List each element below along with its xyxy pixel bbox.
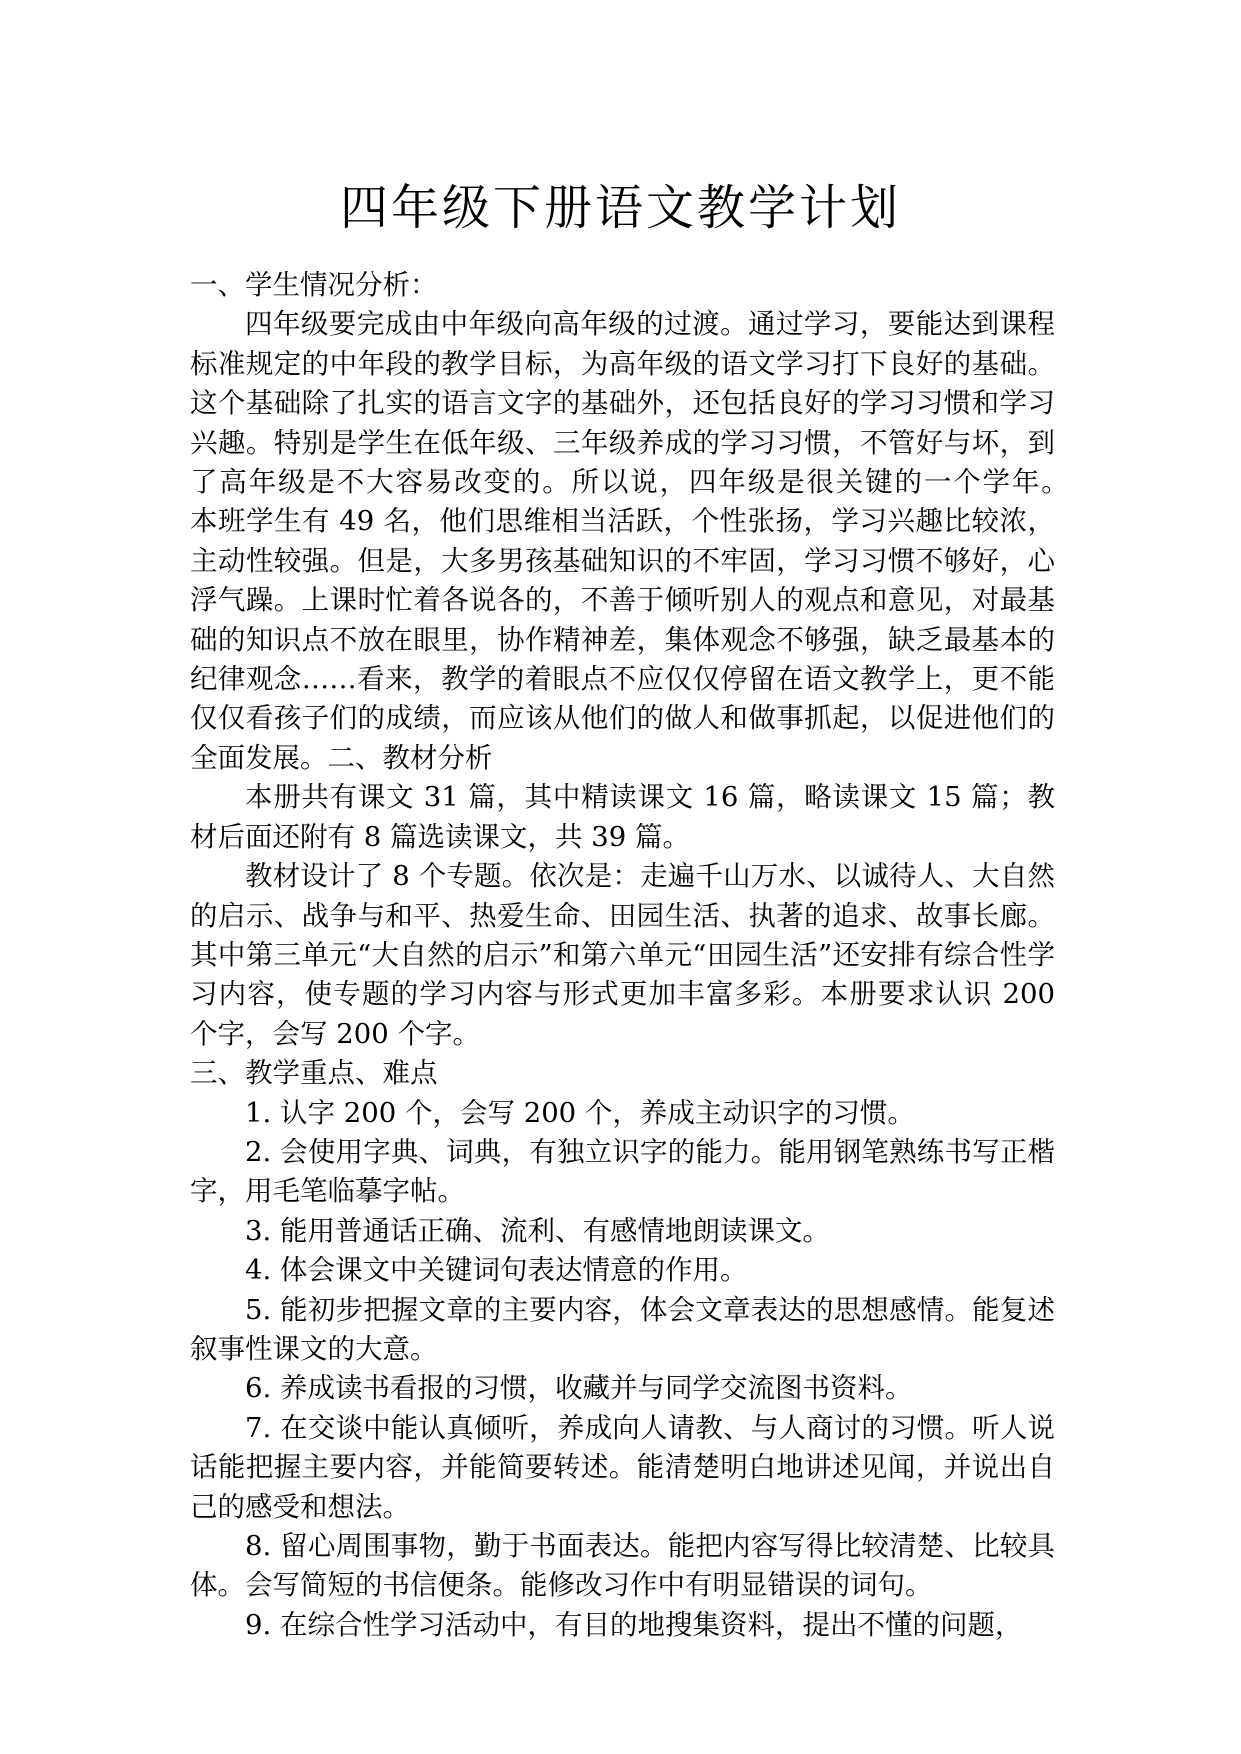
list-item: 5. 能初步把握文章的主要内容，体会文章表达的思想感情。能复述叙事性课文的大意。 bbox=[190, 1293, 1055, 1365]
paragraph-student-analysis bbox=[190, 305, 1110, 778]
section-heading-student-analysis: 一、学生情况分析： bbox=[190, 269, 438, 301]
list-item: 7. 在交谈中能认真倾听，养成向人请教、与人商讨的习惯。听人说话能把握主要内容，并能简要转述。能清楚明白地讲述见闻，并说出自己的感受和想法。 bbox=[190, 1411, 1055, 1523]
document-body bbox=[190, 266, 1110, 1645]
page-title: 四年级下册语文教学计划 bbox=[339, 180, 901, 236]
list-item: 3. 能用普通话正确、流利、有感情地朗读课文。 bbox=[245, 1214, 830, 1247]
list-item: 4. 体会课文中关键词句表达情意的作用。 bbox=[245, 1254, 748, 1287]
list-item: 6. 养成读书看报的习惯，收藏并与同学交流图书资料。 bbox=[245, 1372, 913, 1405]
list-item: 2. 会使用字典、词典，有独立识字的能力。能用钢笔熟练书写正楷字，用毛笔临摹字帖。 bbox=[190, 1135, 1055, 1208]
list-item: 9. 在综合性学习活动中，有目的地搜集资料，提出不懂的问题， bbox=[245, 1608, 1023, 1641]
paragraph-textbook-count: 本册共有课文 31 篇，其中精读课文 16 篇，略读课文 15 篇；教材后面还附有 8 篇选读课文，共 39 篇。 bbox=[190, 781, 1055, 853]
paragraph-textbook-topics: 教材设计了 8 个专题。依次是：走遍千山万水、以诚待人、大自然的启示、战争与和平、热爱生命、田园生活、执著的追求、故事长廊。其中第三单元“大自然的启示”和第六单元“田园生活”还安排有综合性学习内容，使专题的学习内容与形式更加丰富多彩。本册要求认识 200 个字，会写 200 个字。 bbox=[190, 860, 1055, 1050]
list-item: 8. 留心周围事物，勤于书面表达。能把内容写得比较清楚、比较具体。会写简短的书信便条。能修改习作中有明显错误的词句。 bbox=[190, 1530, 1055, 1602]
paragraph-text: 四年级要完成由中年级向高年级的过渡。通过学习，要能达到课程标准规定的中年段的教学目标，为高年级的语文学习打下良好的基础。这个基础除了扎实的语言文字的基础外，还包括良好的学习习惯和学习兴趣。特别是学生在低年级、三年级养成的学习习惯，不管好与坏，到了高年级是不大容易改变的。所以说，四年级是很关键的一个学年。 本班学生有 49 名，他们思维相当活跃，个性张扬，学习兴趣比较浓，主动性较强。但是，大多男孩基础知识的不牢固，学习习惯不够好，心浮气躁。上课时忙着各说各的，不善于倾听别人的观点和意见，对最基础的知识点不放在眼里，协作精神差，集体观念不够强，缺乏最基本的纪律观念……看来，教学的着眼点不应仅仅停留在语文教学上，更不能仅仅看孩子们的成绩，而应该从他们的做人和做事抓起，以促进他们的全面发展。 bbox=[190, 308, 1110, 774]
list-item: 1. 认字 200 个，会写 200 个，养成主动识字的习惯。 bbox=[245, 1096, 915, 1129]
section-heading-textbook-analysis: 二、教材分析 bbox=[327, 741, 493, 774]
section-heading-key-points: 三、教学重点、难点 bbox=[190, 1057, 438, 1090]
